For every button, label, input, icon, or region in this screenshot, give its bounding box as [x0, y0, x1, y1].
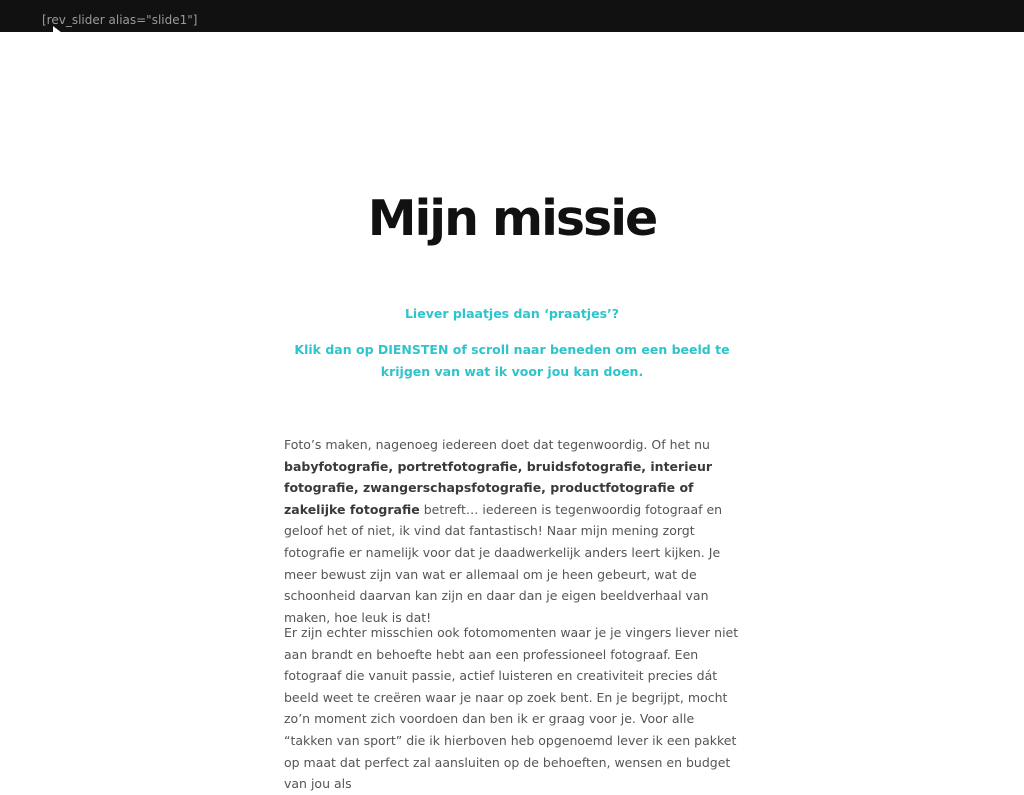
services-list: babyfotografie, portretfotografie, bruidsfotografie, interieur fotografie, zwangerschapsfotografie, productfotografie of zakelijke fotografie — [284, 458, 713, 517]
intro-paragraph — [284, 434, 740, 628]
second-paragraph: Er zijn echter misschien ook fotomomenten waar je je vingers liever niet aan brandt en behoefte hebt aan een professioneel fotograaf. Een fotograaf die vanuit passie, actief luisteren en creativiteit precies dát beeld weet te creëren waar je naar op zoek bent. En je begrijpt, mocht zo’n moment zich voordoen dan ben ik er graag voor je. Voor alle “takken van sport” die ik hierboven heb opgenoemd lever ik een pakket op maat dat perfect zal aansluiten op de behoeften, wensen en budget van jou als — [284, 625, 739, 792]
tagline-instruction: Klik dan op DIENSTEN of scroll naar beneden om een beeld te krijgen van wat ik voor jou kan doen. — [294, 342, 730, 379]
intro-text: Foto’s maken, nagenoeg iedereen doet dat tegenwoordig. Of het nu — [284, 437, 710, 452]
page-title: Mijn missie — [367, 190, 657, 247]
slider-shortcode-text: [rev_slider alias="slide1"] — [42, 13, 198, 27]
intro-continuation: betreft… iedereen is tegenwoordig fotograaf en geloof het of niet, ik vind dat fantastisch! Naar mijn mening zorgt fotografie er namelijk voor dat je daadwerkelijk anders leert kijken. Je meer bewust zijn van wat er allemaal om je heen gebeurt, wat de schoonheid daarvan kan zijn en daar dan je eigen beeldverhaal van maken, hoe leuk is dat! — [284, 501, 723, 625]
tagline-question: Liever plaatjes dan ‘praatjes’? — [404, 306, 620, 321]
